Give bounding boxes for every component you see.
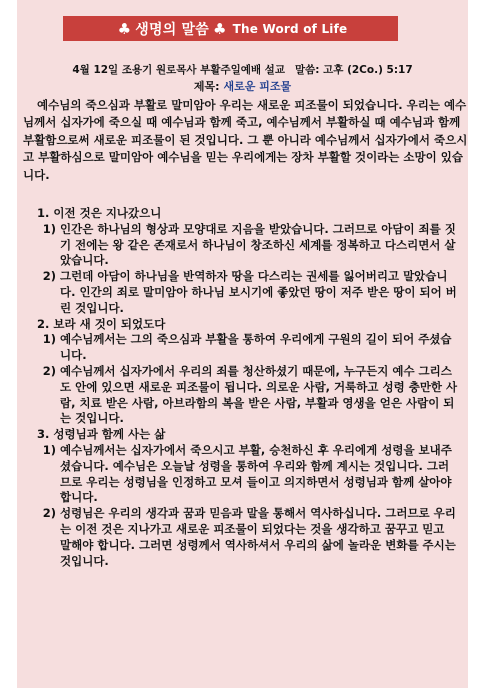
item-number: 1) — [42, 332, 56, 347]
list-item — [17, 506, 468, 569]
item-text: 예수님께서는 십자가에서 죽으시고 부활, 승천하신 후 우리에게 성령을 보내주셨습니다. 예수님은 오늘날 성령을 통하여 우리와 함께 계시는 것입니다. 그러므로 우리는 성령님을 인정하고 모셔 들이고 의지하면서 성령님과 함께 살아야 합니다. — [60, 442, 452, 505]
club-icon: ♣ — [117, 19, 132, 38]
list-item — [17, 222, 468, 269]
sermon-page — [17, 0, 468, 688]
banner-title-english: The Word of Life — [232, 21, 348, 36]
item-text: 예수님께서 십자가에서 우리의 죄를 청산하셨기 때문에, 누구든지 예수 그리스도 안에 있으면 새로운 피조물이 됩니다. 의로운 사람, 거룩하고 성령 충만한 사람, 치료 받은 사람, 아브라함의 복을 받은 사람, 부활과 영생을 얻은 사람이 되는 것입니다. — [60, 363, 458, 426]
club-icon: ♣ — [212, 19, 227, 38]
section-heading: 1. 이전 것은 지나갔으니 — [37, 206, 162, 220]
item-number: 1) — [42, 442, 56, 457]
item-text: 그런데 아담이 하나님을 반역하자 땅을 다스리는 권세를 잃어버리고 말았습니다. 인간의 죄로 말미암아 하나님 보시기에 좋았던 땅이 저주 받은 땅이 되어 버린 것입니다. — [60, 269, 457, 315]
sermon-subject-line — [17, 79, 468, 94]
sermon-outline — [17, 206, 468, 569]
list-item — [17, 332, 468, 364]
list-item — [17, 364, 468, 427]
subject-label: 제목: — [193, 80, 220, 93]
item-text: 성령님은 우리의 생각과 꿈과 믿음과 말을 통해서 역사하십니다. 그러므로 우리는 이전 것은 지나가고 새로운 피조물이 되었다는 것을 생각하고 꿈꾸고 믿고 말해야 합니다. 그러면 성령께서 역사하셔서 우리의 삶에 놀라운 변화를 주시는 것입니다. — [60, 506, 456, 568]
scripture-reference: 말씀: 고후 (2Co.) 5:17 — [294, 64, 413, 76]
item-number: 1) — [42, 221, 56, 236]
item-number: 2) — [42, 506, 56, 521]
banner-title-korean: 생명의 말씀 — [135, 21, 209, 38]
list-item — [17, 269, 468, 316]
section-heading: 3. 성령님과 함께 사는 삶 — [37, 427, 166, 442]
sermon-info: 4월 12일 조용기 원로목사 부활주일예배 설교 — [72, 64, 285, 76]
intro-paragraph: 예수님의 죽으심과 부활로 말미암아 우리는 새로운 피조물이 되었습니다. 우리는 예수님께서 십자가에 죽으실 때 예수님과 함께 죽고, 예수님께서 부활하실 때 예수님과 함께 부활함으로써 새로운 피조물이 된 것입니다. 그 뿐 아니라 예수님께서 십자가에서 죽으시고 부활하심으로 말미암아 예수님을 믿는 우리에게는 장차 부활할 것이라는 소망이 있습니다. — [23, 98, 468, 182]
item-text: 예수님께서는 그의 죽으심과 부활을 통하여 우리에게 구원의 길이 되어 주셨습니다. — [60, 332, 452, 363]
sermon-subject: 새로운 피조물 — [223, 80, 292, 93]
item-text: 인간은 하나님의 형상과 모양대로 지음을 받았습니다. 그러므로 아담이 죄를 짓기 전에는 왕 같은 존재로서 하나님이 창조하신 세계를 정복하고 다스리면서 살았습니다. — [60, 221, 456, 268]
section-heading: 2. 보라 새 것이 되었도다 — [37, 316, 166, 331]
list-item — [17, 443, 468, 506]
title-banner — [63, 16, 398, 41]
item-number: 2) — [42, 269, 56, 284]
item-number: 2) — [42, 363, 56, 378]
sermon-meta — [17, 63, 468, 78]
